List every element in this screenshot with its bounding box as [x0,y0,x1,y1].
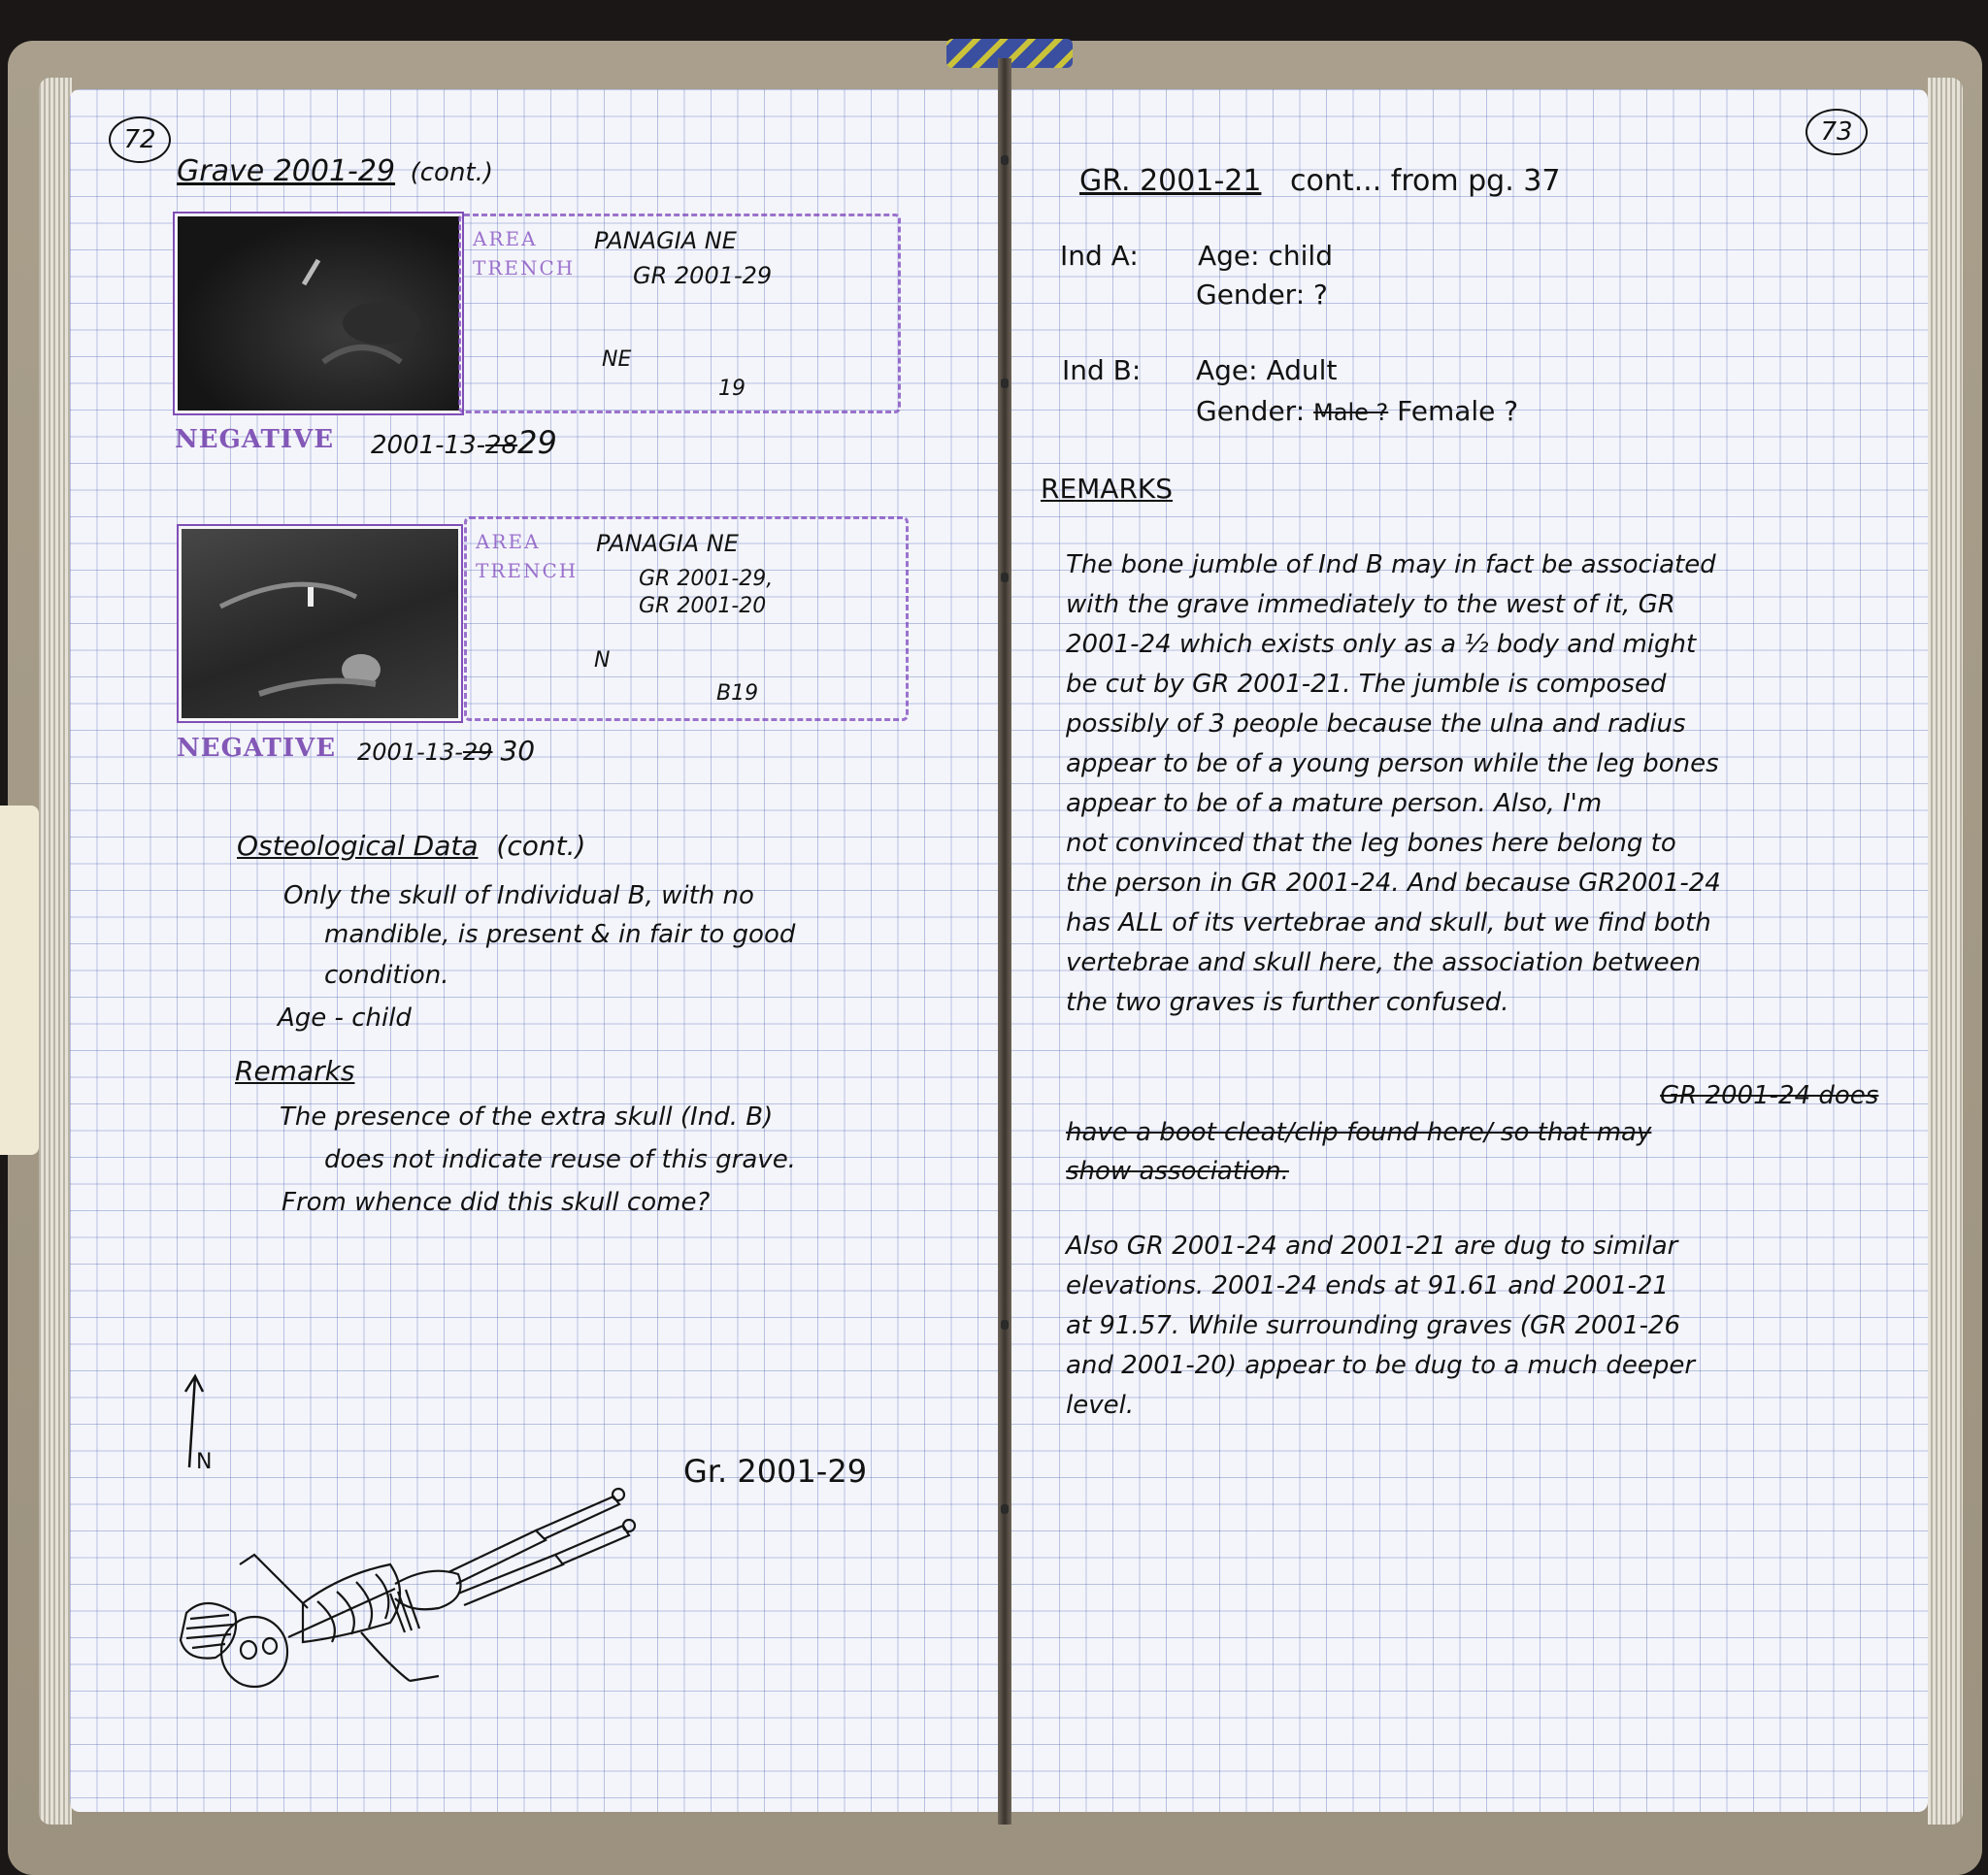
right-heading-suffix: cont... from pg. 37 [1290,164,1561,198]
photo-2-negative-suffix: 30 [500,735,536,767]
grave-photo-1 [175,214,462,413]
osteo-line-2: mandible, is present & in fair to good [324,920,796,949]
photo-1-stamp-trench-label: TRENCH [473,256,576,280]
photo-2-negative-number: 2001-13- [357,739,463,766]
left-heading-suffix: (cont.) [410,158,494,187]
left-page [70,89,1002,1812]
right-heading [1079,164,1561,198]
left-remarks-heading: Remarks [235,1055,355,1087]
photo-1-negative-label: NEGATIVE [175,425,335,454]
binding-gutter [998,58,1011,1825]
north-label: N [196,1450,213,1474]
photo-2-negative [357,735,536,767]
elevation-line-5: level. [1066,1391,1135,1420]
right-remarks-line-2: with the grave immediately to the west of it, GR [1066,590,1675,619]
photo-1-negative-suffix: 29 [517,424,557,461]
elevation-paragraph [1066,1227,1695,1426]
left-page-number: 72 [109,116,171,163]
left-remarks-line-1: The presence of the extra skull (Ind. B) [280,1102,774,1132]
photo-2-trench-line1: GR 2001-29, [639,567,774,591]
age-line: Age - child [278,1003,412,1033]
left-remarks-line-2: does not indicate reuse of this grave. [324,1145,796,1174]
photo-2-stamp-area-label: AREA [476,530,541,553]
elevation-line-3: at 91.57. While surrounding graves (GR 2001-26 [1066,1311,1681,1340]
ind-b-gender-struck: Male ? [1313,399,1389,426]
photo-2-area: PANAGIA NE [596,530,739,557]
skeleton-sketch [148,1429,652,1720]
ind-b-gender [1196,395,1519,427]
binding-stitch [1001,1504,1009,1514]
osteo-heading-text: Osteological Data [237,830,479,862]
ind-b-age: Age: Adult [1196,354,1338,386]
photo-2-negative-label: NEGATIVE [177,734,337,763]
photo-2-negative-struck: 29 [462,739,493,766]
photo-1-stamp-number: 19 [718,377,746,401]
binding-stitch [1001,155,1009,165]
sketch-caption: Gr. 2001-29 [683,1453,868,1490]
right-remarks-line-7: appear to be of a mature person. Also, I'm [1066,789,1603,818]
right-page-number: 73 [1806,109,1868,155]
right-page [1006,89,1928,1812]
osteo-heading-suffix: (cont.) [496,830,586,862]
ind-b-label: Ind B: [1062,354,1142,386]
right-remarks-line-10: has ALL of its vertebrae and skull, but we find both [1066,908,1711,938]
osteo-line-1: Only the skull of Individual B, with no [283,881,754,910]
right-remarks-line-1: The bone jumble of Ind B may in fact be associated [1066,550,1716,579]
photo-2-scene [182,529,458,718]
photo-1-negative [371,424,557,461]
struck-line-1: GR 2001-24 does [1660,1081,1879,1110]
ind-a-age: Age: child [1198,240,1333,272]
photo-2-stamp-number: B19 [716,681,759,706]
elevation-line-2: elevations. 2001-24 ends at 91.61 and 2001-21 [1066,1271,1670,1300]
right-remarks-line-12: the two graves is further confused. [1066,988,1509,1017]
right-remarks-paragraph [1066,545,1721,1023]
ind-b-gender-value: Female ? [1397,395,1519,427]
right-remarks-heading: REMARKS [1041,473,1174,505]
photo-1-area: PANAGIA NE [594,227,737,254]
photo-2-stamp-trench-label: TRENCH [476,559,579,582]
photo-1-negative-struck: 28 [485,431,518,460]
struck-line-3: show association. [1066,1157,1289,1186]
right-remarks-line-11: vertebrae and skull here, the association between [1066,948,1702,977]
right-remarks-line-4: be cut by GR 2001-21. The jumble is composed [1066,670,1667,699]
photo-1-scene [178,216,459,411]
ind-b-gender-prefix: Gender: [1196,395,1306,427]
elevation-line-4: and 2001-20) appear to be dug to a much deeper [1066,1351,1696,1380]
elastic-tab [0,806,39,1155]
right-remarks-line-5: possibly of 3 people because the ulna and radius [1066,709,1686,739]
photo-1-direction: NE [602,347,632,372]
osteo-heading [237,830,586,862]
left-heading [177,154,494,188]
photo-1-trench: GR 2001-29 [633,262,773,289]
left-remarks-line-3: From whence did this skull come? [282,1188,711,1217]
elevation-line-1: Also GR 2001-24 and 2001-21 are dug to similar [1066,1232,1678,1261]
right-remarks-line-3: 2001-24 which exists only as a ½ body and might [1066,630,1697,659]
right-remarks-line-8: not convinced that the leg bones here belong to [1066,829,1676,858]
ind-a-gender: Gender: ? [1196,279,1328,311]
binding-stitch [1001,1320,1009,1330]
binding-stitch [1001,378,1009,388]
photo-1-negative-number: 2001-13- [371,431,486,460]
photo-2-trench-line2: GR 2001-20 [639,594,767,618]
osteo-line-3: condition. [324,961,449,990]
page-edges-right [1928,78,1963,1825]
page-edges-left [39,78,72,1825]
right-remarks-line-6: appear to be of a young person while the leg bones [1066,749,1719,778]
right-remarks-line-9: the person in GR 2001-24. And because GR2001-24 [1066,869,1721,898]
photo-1-stamp-area-label: AREA [473,227,538,250]
grave-photo-2 [179,526,461,721]
binding-stitch [1001,573,1009,582]
struck-line-2: have a boot cleat/clip found here/ so that may [1066,1118,1652,1147]
photo-2-direction: N [594,648,611,673]
right-heading-text: GR. 2001-21 [1079,164,1262,198]
ind-a-label: Ind A: [1060,240,1139,272]
left-heading-text: Grave 2001-29 [177,154,396,188]
